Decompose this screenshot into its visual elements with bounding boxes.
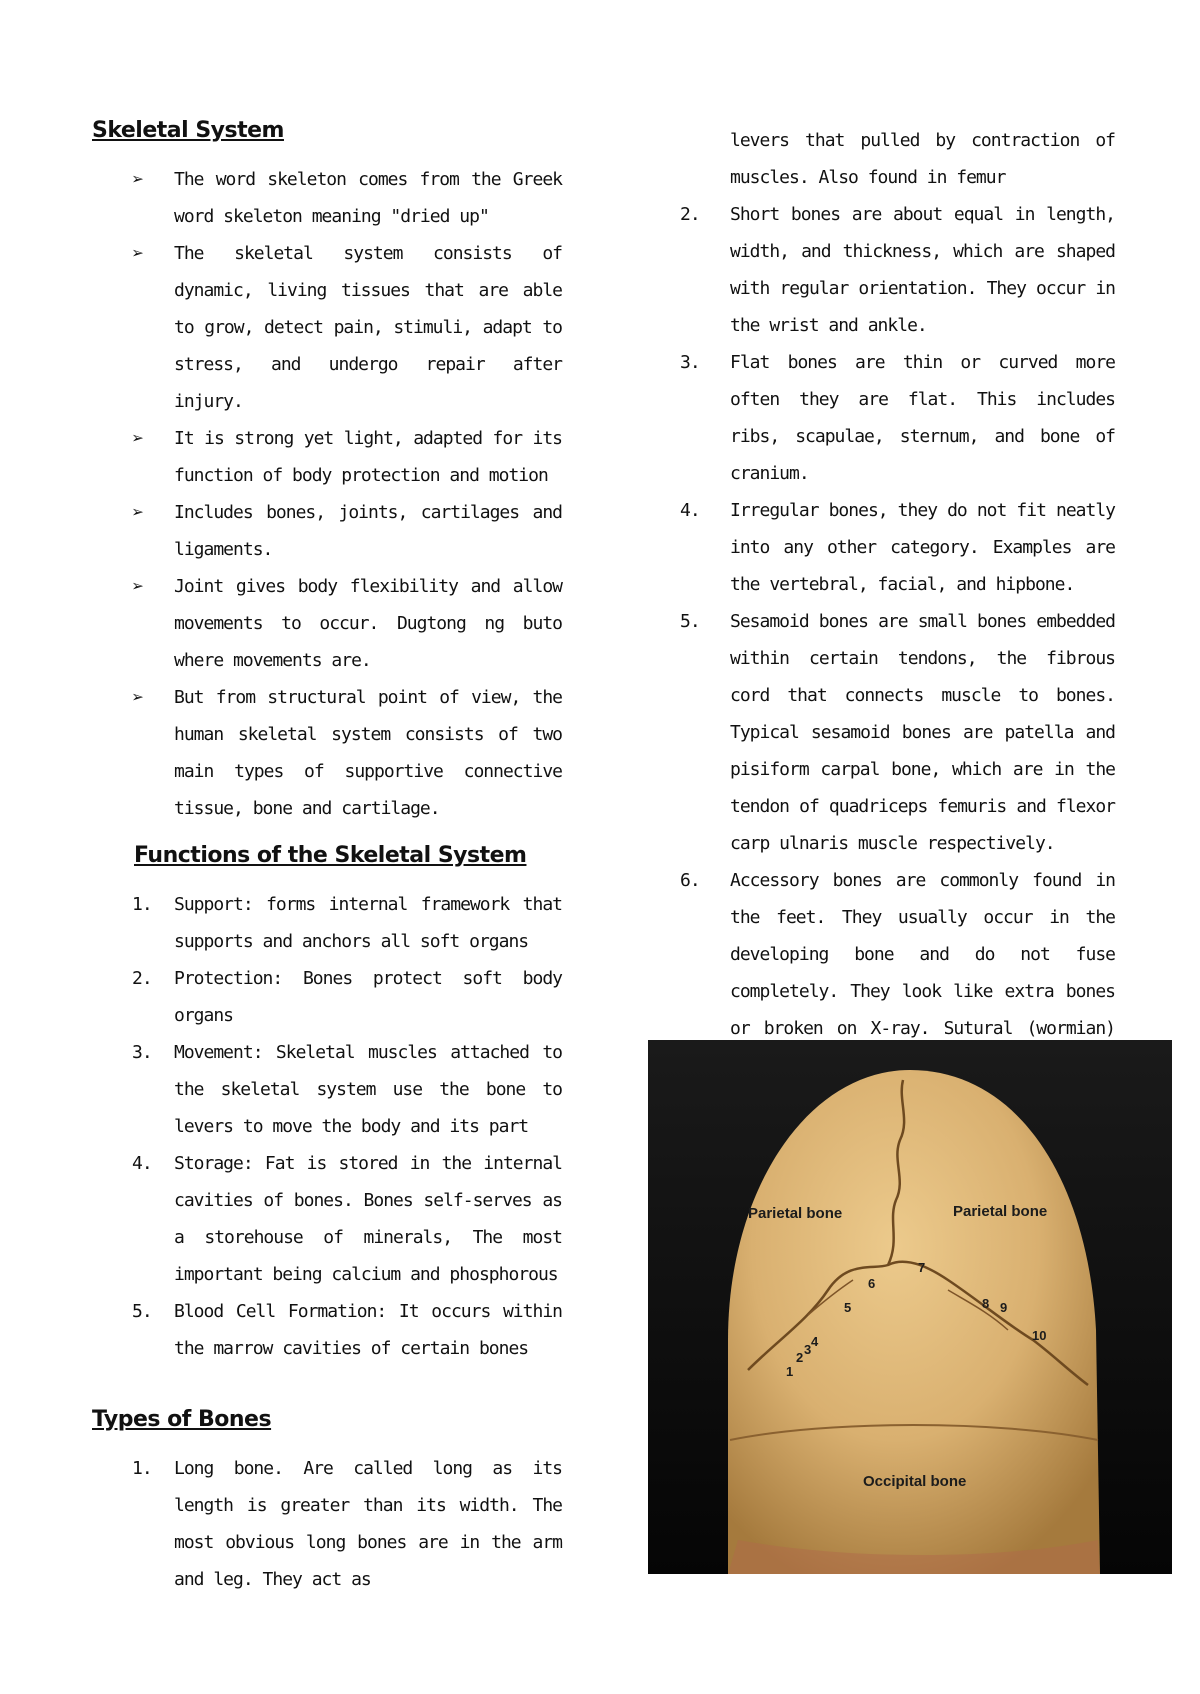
list-item: 1. Support: forms internal framework that supports and anchors all soft organs xyxy=(132,894,562,952)
arrow-bullet-icon: ➢ xyxy=(132,685,144,709)
skeletal-system-heading: Skeletal System xyxy=(92,118,284,143)
arrow-bullet-icon: ➢ xyxy=(132,500,144,524)
types-list-part1 xyxy=(92,1450,562,1598)
arrow-bullet-icon: ➢ xyxy=(132,167,144,191)
suture-number-label: 7 xyxy=(918,1260,926,1275)
list-item: ➢ But from structural point of view, the human skeletal system consists of two main types of supportive connective tissue, bone and cartilage. xyxy=(174,679,562,827)
list-item: ➢ Includes bones, joints, cartilages and ligaments. xyxy=(174,494,562,568)
types-list-part2 xyxy=(680,196,1115,1084)
spacer xyxy=(92,1367,562,1407)
suture-number-label: 6 xyxy=(868,1276,876,1291)
list-item: 2. Short bones are about equal in length, width, and thickness, which are shaped with regular orientation. They occur in the wrist and ankle. xyxy=(680,204,1115,336)
list-item: 2. Protection: Bones protect soft body organs xyxy=(132,968,562,1026)
suture-number-label: 3 xyxy=(804,1342,812,1357)
skull-photo xyxy=(648,1040,1172,1574)
suture-number-label: 2 xyxy=(796,1350,804,1365)
arrow-bullet-icon: ➢ xyxy=(132,426,144,450)
list-item: 4. Storage: Fat is stored in the internal cavities of bones. Bones self-serves as a storehouse of minerals, The most important being calcium and phosphorous xyxy=(132,1153,562,1285)
list-item: 4. Irregular bones, they do not fit neatly into any other category. Examples are the vertebral, facial, and hipbone. xyxy=(680,500,1115,595)
types-of-bones-heading: Types of Bones xyxy=(92,1407,272,1432)
functions-list xyxy=(92,886,562,1367)
list-item: 6. Accessory bones are commonly found in the feet. They usually occur in the developing bone and do not fuse completely. They look like extra bones or broken on X-ray. Sutural (wormian) xyxy=(680,870,1115,1039)
suture-number-label: 10 xyxy=(1032,1328,1047,1343)
list-item: ➢ Joint gives body flexibility and allow movements to occur. Dugtong ng buto where movements are. xyxy=(174,568,562,679)
left-column xyxy=(92,118,562,1598)
list-item: 5. Sesamoid bones are small bones embedded within certain tendons, the fibrous cord that connects muscle to bones. Typical sesamoid bones are patella and pisiform carpal bone, which are in the tendon of quadriceps femuris and flexor carp ulnaris muscle respectively. xyxy=(680,611,1115,854)
list-item: 3. Flat bones are thin or curved more often they are flat. This includes ribs, scapulae, sternum, and bone of cranium. xyxy=(680,352,1115,484)
functions-heading: Functions of the Skeletal System xyxy=(134,843,527,868)
occipital-bone-label: Occipital bone xyxy=(863,1473,967,1490)
right-column xyxy=(680,122,1115,1084)
list-item: ➢ The skeletal system consists of dynamic, living tissues that are able to grow, detect pain, stimuli, adapt to stress, and undergo repair after injury. xyxy=(174,235,562,420)
skeletal-bullet-list xyxy=(92,161,562,827)
list-item: ➢ The word skeleton comes from the Greek word skeleton meaning "dried up" xyxy=(174,161,562,235)
skull-illustration xyxy=(648,1040,1172,1574)
suture-number-label: 9 xyxy=(1000,1300,1008,1315)
list-item: 1. Long bone. Are called long as its length is greater than its width. The most obvious long bones are in the arm and leg. They act as xyxy=(132,1458,562,1590)
suture-number-label: 8 xyxy=(982,1296,990,1311)
long-bone-continuation: levers that pulled by contraction of muscles. Also found in femur xyxy=(730,130,1115,188)
arrow-bullet-icon: ➢ xyxy=(132,574,144,598)
list-item: 5. Blood Cell Formation: It occurs within the marrow cavities of certain bones xyxy=(132,1301,562,1359)
arrow-bullet-icon: ➢ xyxy=(132,241,144,265)
suture-number-label: 4 xyxy=(811,1334,819,1349)
suture-number-label: 1 xyxy=(786,1364,794,1379)
parietal-bone-right-label: Parietal bone xyxy=(953,1203,1048,1220)
suture-number-label: 5 xyxy=(844,1300,852,1315)
parietal-bone-left-label: Parietal bone xyxy=(748,1205,843,1222)
list-item: ➢ It is strong yet light, adapted for its function of body protection and motion xyxy=(174,420,562,494)
list-item: 3. Movement: Skeletal muscles attached to the skeletal system use the bone to levers to move the body and its part xyxy=(132,1042,562,1137)
